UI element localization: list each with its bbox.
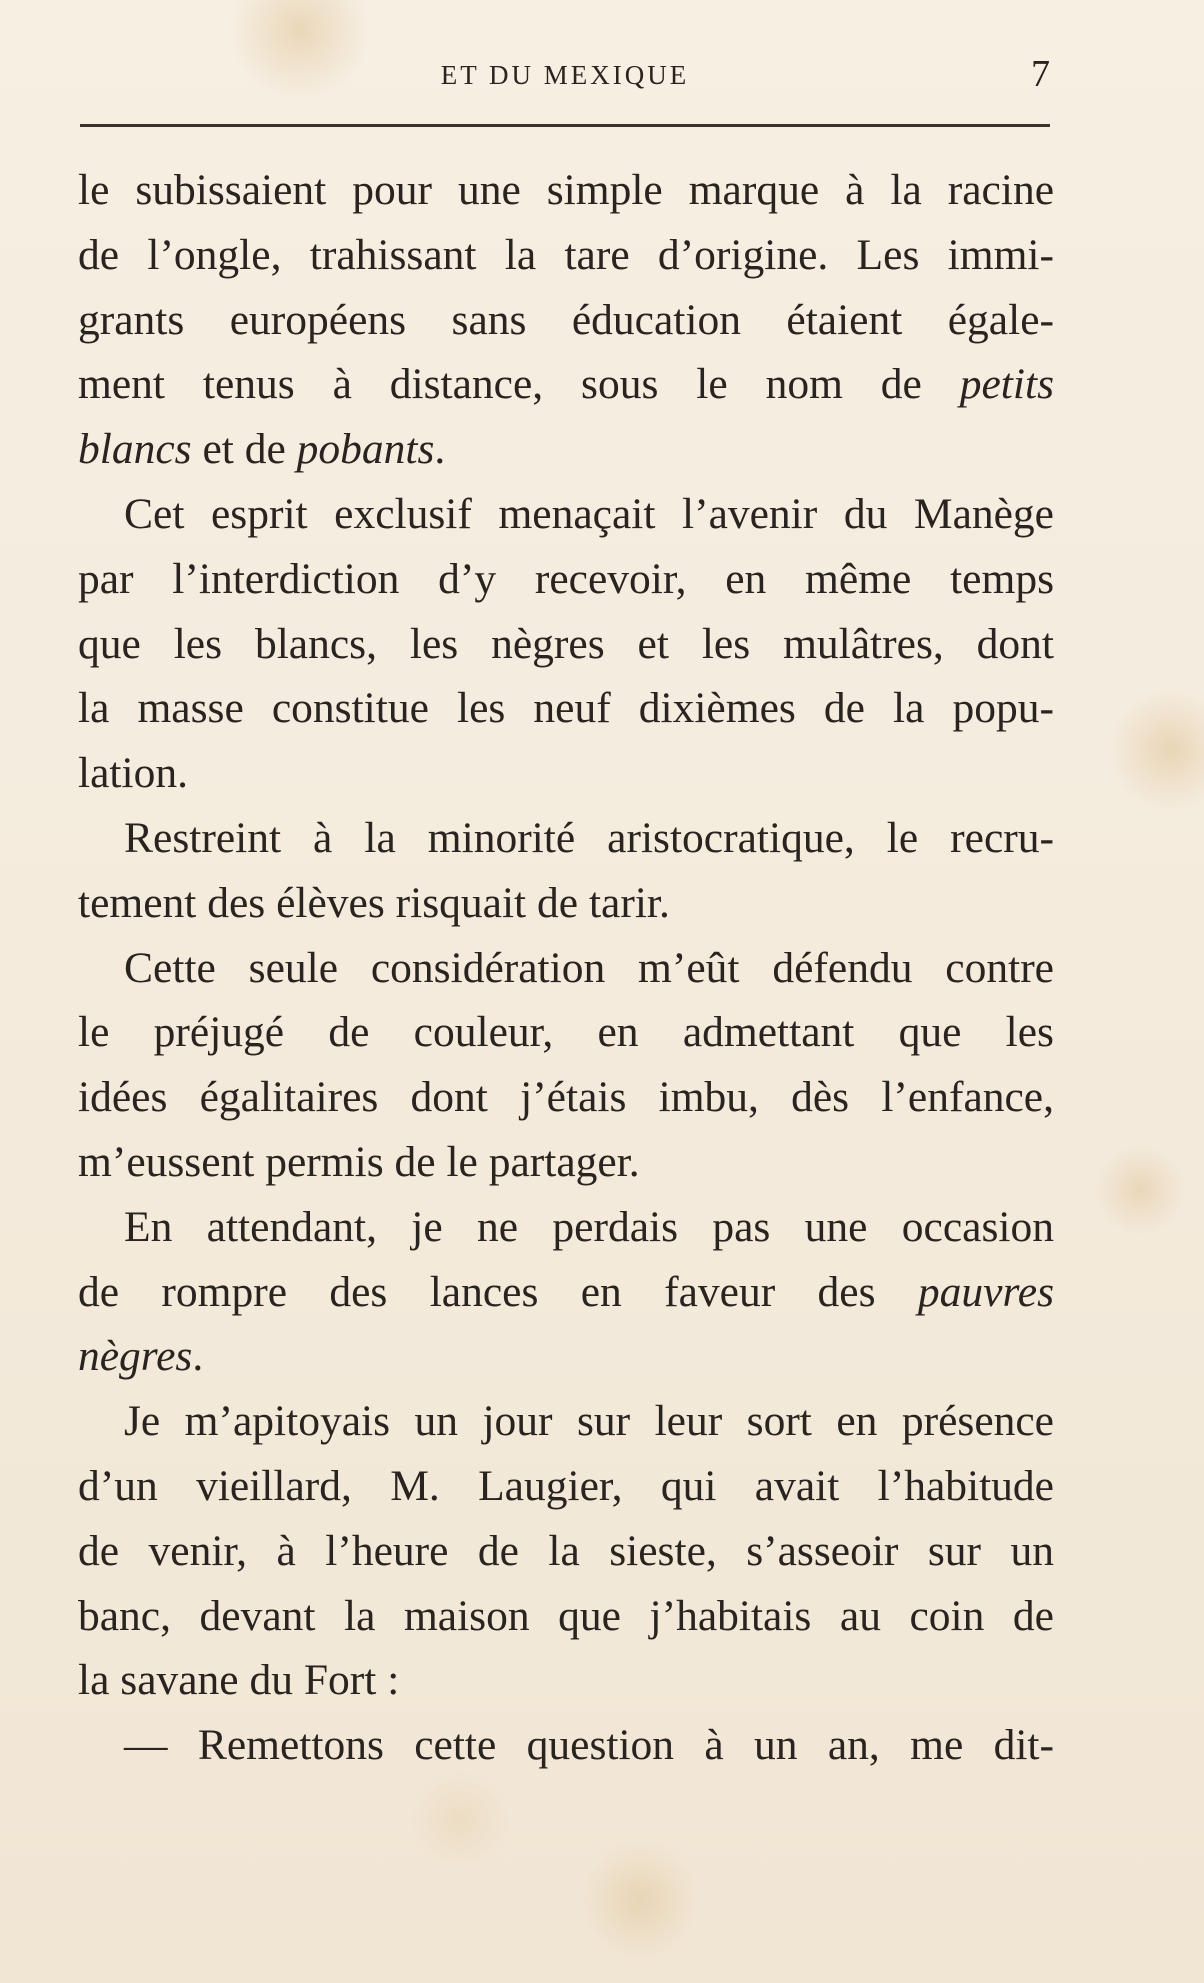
text-line: que les blancs, les nègres et les mulâtres, dont bbox=[78, 619, 1054, 668]
italic-term: blancs bbox=[78, 425, 192, 474]
text-line: grants européens sans éducation étaient égale- bbox=[78, 295, 1054, 344]
italic-term: pobants bbox=[296, 425, 435, 474]
italic-term: petits bbox=[959, 360, 1054, 409]
header-rule bbox=[80, 124, 1050, 127]
text-line: Je m’apitoyais un jour sur leur sort en présence bbox=[124, 1397, 1054, 1446]
text-line bbox=[78, 1260, 1054, 1325]
text-line: banc, devant la maison que j’habitais au coin de bbox=[78, 1591, 1054, 1640]
text-line bbox=[78, 352, 1054, 417]
text-line bbox=[78, 1324, 1054, 1389]
text-line: le préjugé de couleur, en admettant que les bbox=[78, 1008, 1054, 1057]
text-line: la savane du Fort : bbox=[78, 1656, 400, 1705]
text-line: Cette seule considération m’eût défendu contre bbox=[124, 943, 1054, 992]
body-text bbox=[78, 158, 1054, 1778]
text-segment: ment tenus à distance, sous le nom de bbox=[78, 360, 922, 409]
italic-term: nègres bbox=[78, 1332, 193, 1381]
text-line: lation. bbox=[78, 749, 188, 798]
text-line: par l’interdiction d’y recevoir, en même temps bbox=[78, 554, 1054, 603]
text-line: Restreint à la minorité aristocratique, le recru- bbox=[124, 813, 1054, 862]
text-line: tement des élèves risquait de tarir. bbox=[78, 878, 670, 927]
text-line: le subissaient pour une simple marque à la racine bbox=[78, 166, 1054, 214]
text-segment: . bbox=[192, 1332, 204, 1381]
text-line: m’eussent permis de le partager. bbox=[78, 1137, 640, 1186]
text-line: la masse constitue les neuf dixièmes de la popu- bbox=[78, 684, 1054, 733]
text-line: idées égalitaires dont j’étais imbu, dès l’enfance, bbox=[78, 1073, 1054, 1122]
text-segment: de rompre des lances en faveur des bbox=[78, 1267, 876, 1316]
text-segment: et de bbox=[191, 425, 297, 474]
page-header bbox=[80, 53, 1050, 96]
text-line: En attendant, je ne perdais pas une occasion bbox=[124, 1202, 1054, 1251]
page-number: 7 bbox=[1031, 53, 1050, 95]
text-segment: . bbox=[434, 425, 446, 474]
running-title: ET DU MEXIQUE bbox=[440, 60, 690, 90]
text-line: — Remettons cette question à un an, me dit- bbox=[124, 1721, 1054, 1770]
text-line bbox=[78, 417, 1054, 482]
text-line: de venir, à l’heure de la sieste, s’asseoir sur un bbox=[78, 1526, 1054, 1575]
text-line: d’un vieillard, M. Laugier, qui avait l’habitude bbox=[78, 1461, 1054, 1510]
text-line: de l’ongle, trahissant la tare d’origine. Les immi- bbox=[78, 230, 1054, 279]
text-line: Cet esprit exclusif menaçait l’avenir du Manège bbox=[124, 489, 1054, 538]
italic-term: pauvres bbox=[917, 1267, 1054, 1316]
